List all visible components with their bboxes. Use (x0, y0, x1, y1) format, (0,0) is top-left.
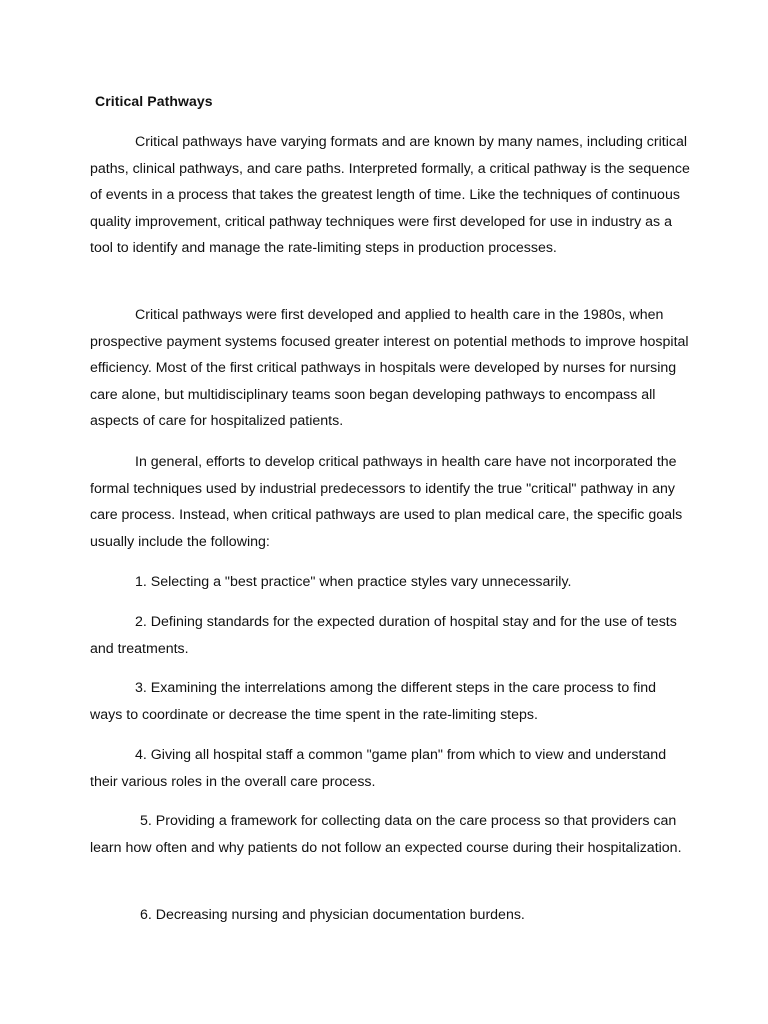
list-item-2: 2. Defining standards for the expected duration of hospital stay and for the use of tests and treatments. (90, 614, 677, 657)
list-item-1: 1. Selecting a "best practice" when practice styles vary unnecessarily. (135, 574, 572, 590)
document-title: Critical Pathways (95, 93, 213, 109)
list-item-5: 5. Providing a framework for collecting data on the care process so that providers can learn how often and why patients do not follow an expected course during their hospitalization. (90, 813, 682, 856)
paragraph-intro: Critical pathways have varying formats and are known by many names, including critical paths, clinical pathways, and care paths. Interpreted formally, a critical pathway is the sequence of events in a process that takes the greatest length of time. Like the techniques of continuous quality improvement, critical pathway techniques were first developed for use in industry as a tool to identify and manage the rate-limiting steps in production processes. (90, 134, 690, 257)
list-item-4: 4. Giving all hospital staff a common "game plan" from which to view and understand their various roles in the overall care process. (90, 747, 667, 790)
list-item-3: 3. Examining the interrelations among the different steps in the care process to find ways to coordinate or decrease the time spent in the rate-limiting steps. (90, 680, 657, 723)
paragraph-goals-intro: In general, efforts to develop critical pathways in health care have not incorporated the formal techniques used by industrial predecessors to identify the true "critical" pathway in any care process. Instead, when critical pathways are used to plan medical care, the specific goals usually include the following: (90, 454, 683, 550)
paragraph-history: Critical pathways were first developed and applied to health care in the 1980s, when prospective payment systems focused greater interest on potential methods to improve hospital efficiency. Most of the first critical pathways in hospitals were developed by nurses for nursing care alone, but multidisciplinary teams soon began developing pathways to encompass all aspects of care for hospitalized patients. (90, 307, 689, 430)
list-item-6: 6. Decreasing nursing and physician documentation burdens. (140, 907, 525, 923)
